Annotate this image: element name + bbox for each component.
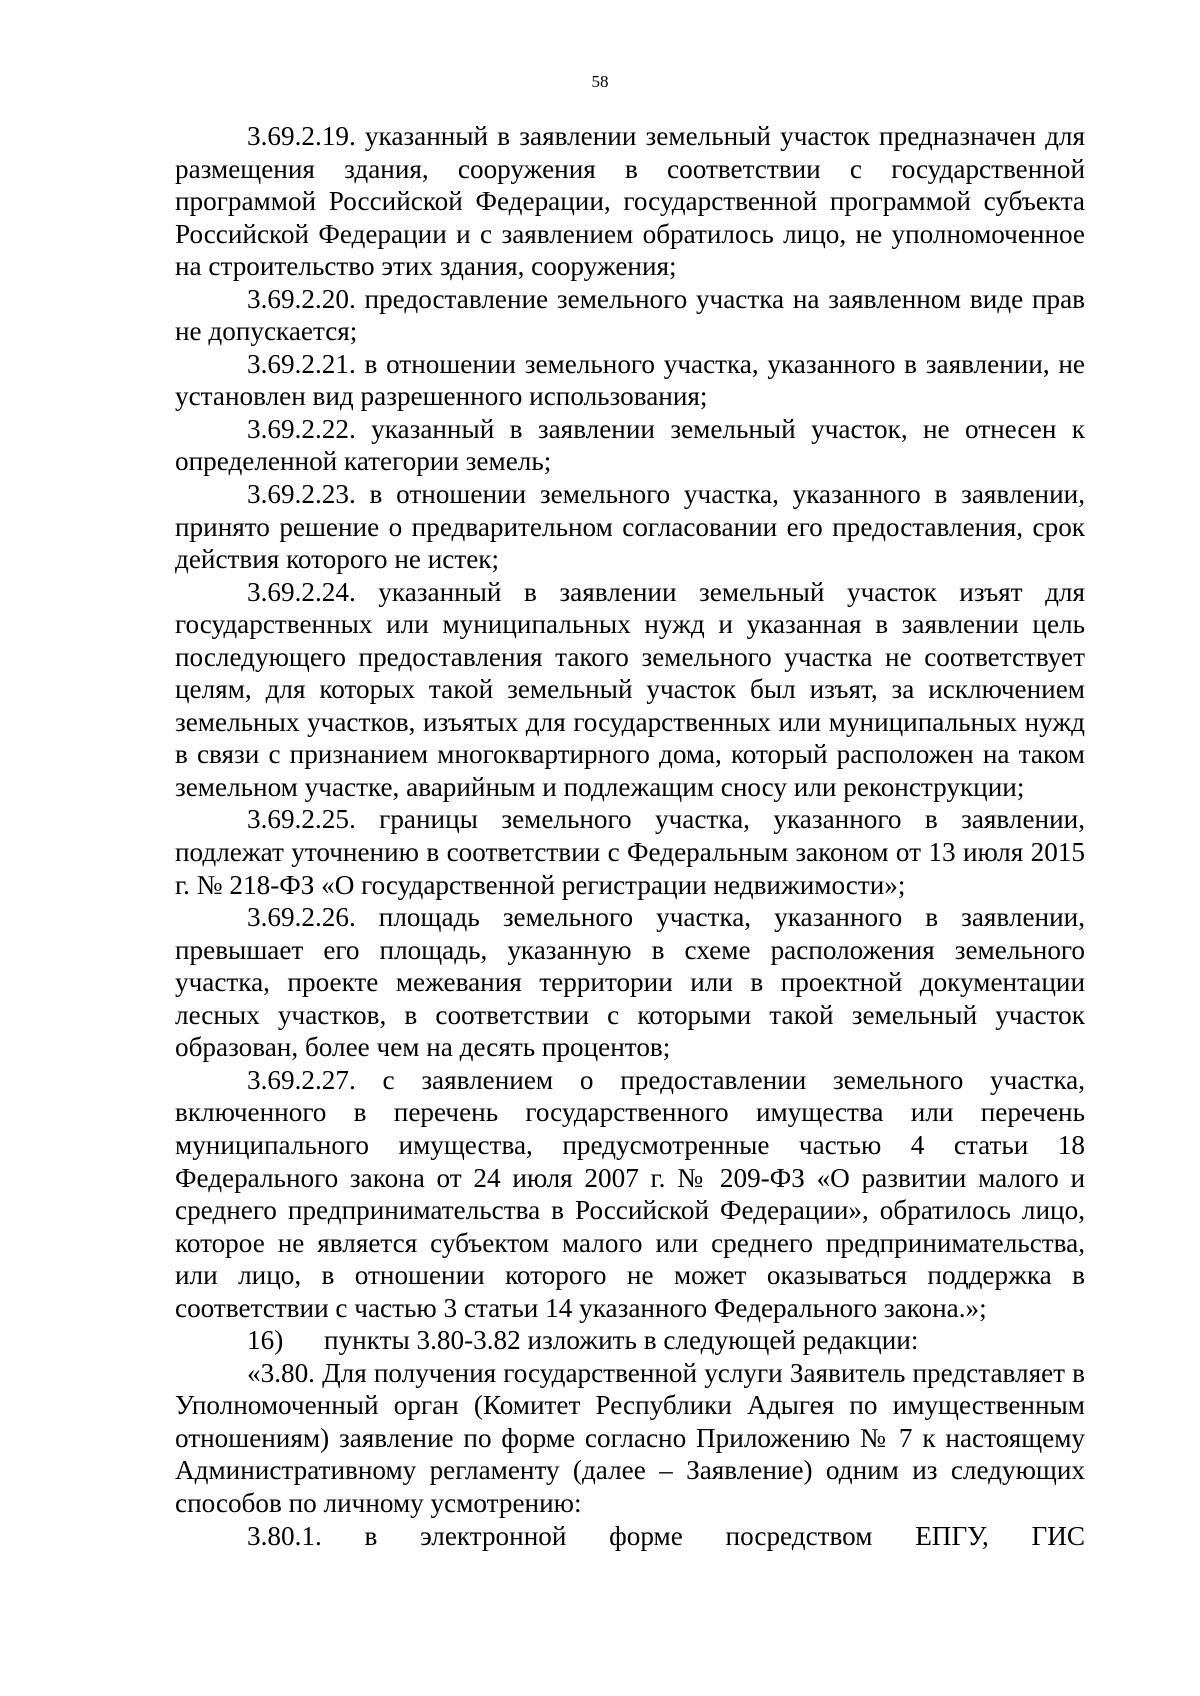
paragraph-3-69-2-26: 3.69.2.26. площадь земельного участка, указанного в заявлении, превышает его площадь, указанную в схеме расположения земельного участка, проекте межевания территории или в проектной документации лесных участков, в соответствии с которыми такой земельный участок образован, более чем на десять процентов; bbox=[175, 902, 1085, 1063]
paragraph-3-69-2-22: 3.69.2.22. указанный в заявлении земельный участок, не отнесен к определенной категории земель; bbox=[175, 413, 1085, 477]
paragraph-3-80-1: 3.80.1. в электронной форме посредством ЕПГУ, ГИС bbox=[247, 1520, 1085, 1551]
paragraph-3-69-2-20: 3.69.2.20. предоставление земельного участка на заявленном виде прав не допускается; bbox=[175, 283, 1085, 347]
paragraph-3-69-2-23: 3.69.2.23. в отношении земельного участка, указанного в заявлении, принято решение о предварительном согласовании его предоставления, срок действия которого не истек; bbox=[175, 479, 1085, 575]
paragraph-3-69-2-27: 3.69.2.27. с заявлением о предоставлении земельного участка, включенного в перечень государственного имущества или перечень муниципального имущества, предусмотренные частью 4 статьи 18 Федерального закона от 24 июля 2007 г. № 209-ФЗ «О развитии малого и среднего предпринимательства в Российской Федерации», обратилось лицо, которое не является субъектом малого или среднего предпринимательства, или лицо, в отношении которого не может оказываться поддержка в соответствии с частью 3 статьи 14 указанного Федерального закона.»; bbox=[175, 1064, 1085, 1323]
paragraph-3-69-2-24: 3.69.2.24. указанный в заявлении земельный участок изъят для государственных или муниципальных нужд и указанная в заявлении цель последующего предоставления такого земельного участка не соответствует целям, для которых такой земельный участок был изъят, за исключением земельных участков, изъятых для государственных или муниципальных нужд в связи с признанием многоквартирного дома, который расположен на таком земельном участке, аварийным и подлежащим сносу или реконструкции; bbox=[175, 576, 1085, 802]
paragraph-3-69-2-25: 3.69.2.25. границы земельного участка, указанного в заявлении, подлежат уточнению в соответствии с Федеральным законом от 13 июля 2015 г. № 218-ФЗ «О государственной регистрации недвижимости»; bbox=[175, 804, 1085, 900]
page-number: 58 bbox=[591, 72, 609, 91]
paragraph-item-16: 16) пункты 3.80-3.82 изложить в следующей редакции: bbox=[247, 1325, 919, 1356]
paragraph-3-69-2-19: 3.69.2.19. указанный в заявлении земельный участок предназначен для размещения здания, сооружения в соответствии с государственной программой Российской Федерации, государственной программой субъекта Российской Федерации и с заявлением обратилось лицо, не уполномоченное на строительство этих здания, сооружения; bbox=[175, 121, 1085, 282]
paragraph-3-80: «3.80. Для получения государственной услуги Заявитель представляет в Уполномоченный орган (Комитет Республики Адыгея по имущественным отношениям) заявление по форме согласно Приложению № 7 к настоящему Административному регламенту (далее – Заявление) одним из следующих способов по личному усмотрению: bbox=[175, 1357, 1085, 1518]
document-body bbox=[175, 120, 1085, 1552]
paragraph-3-69-2-21: 3.69.2.21. в отношении земельного участка, указанного в заявлении, не установлен вид разрешенного использования; bbox=[175, 348, 1085, 412]
